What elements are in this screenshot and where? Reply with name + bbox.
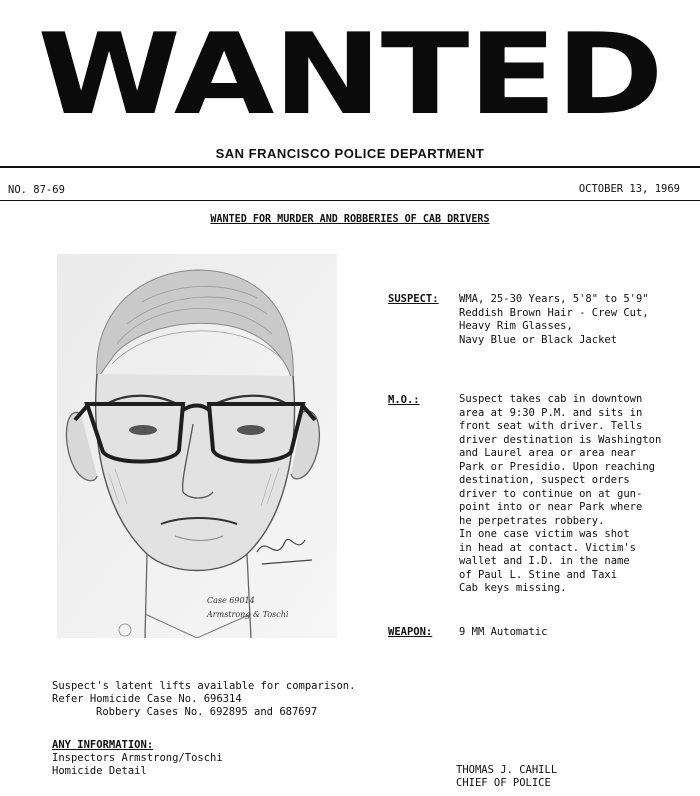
department-name: SAN FRANCISCO POLICE DEPARTMENT: [215, 146, 485, 161]
wanted-title: WANTED: [37, 10, 663, 140]
suspect-sketch-drawing: [57, 254, 337, 638]
weapon-description: 9 MM Automatic: [459, 626, 548, 638]
suspect-label: SUSPECT:: [388, 293, 439, 305]
poster-heading: WANTED FOR MURDER AND ROBBERIES OF CAB DRIVERS: [210, 213, 490, 225]
inspectors-line: Inspectors Armstrong/Toschi: [52, 752, 223, 764]
homicide-case-ref: Refer Homicide Case No. 696314: [52, 693, 242, 705]
weapon-label: WEAPON:: [388, 626, 433, 638]
sketch-annotation-names: Armstrong & Toschi: [207, 610, 289, 619]
sketch-annotation-case: Case 69014: [207, 596, 255, 605]
any-information-label: ANY INFORMATION:: [52, 739, 154, 751]
chief-name: THOMAS J. CAHILL: [456, 764, 558, 776]
poster-number: NO. 87-69: [8, 184, 65, 196]
poster-date: OCTOBER 13, 1969: [578, 183, 680, 195]
chief-title: CHIEF OF POLICE: [456, 777, 551, 789]
suspect-sketch: [57, 254, 337, 638]
homicide-detail-line: Homicide Detail: [52, 765, 147, 777]
robbery-case-ref: Robbery Cases No. 692895 and 687697: [96, 706, 318, 718]
latent-lifts-note: Suspect's latent lifts available for comparison.: [52, 680, 356, 692]
top-rule: [0, 166, 700, 168]
header-rule: [0, 200, 700, 201]
mo-label: M.O.:: [388, 394, 420, 406]
suspect-description: WMA, 25-30 Years, 5'8" to 5'9" Reddish Brown Hair - Crew Cut, Heavy Rim Glasses, Navy Blue or Black Jacket: [459, 293, 649, 346]
mo-description: Suspect takes cab in downtown area at 9:30 P.M. and sits in front seat with driver. Tells driver destination is Washington and Laurel area or area near Park or Presidio. Upon reaching destination, suspect orders driver to continue on at gun- point into or near Park where he perpetrates robbery. In one case victim was shot in head at contact. Victim's wallet and I.D. in the name of Paul L. Stine and Taxi Cab keys missing.: [459, 393, 662, 594]
